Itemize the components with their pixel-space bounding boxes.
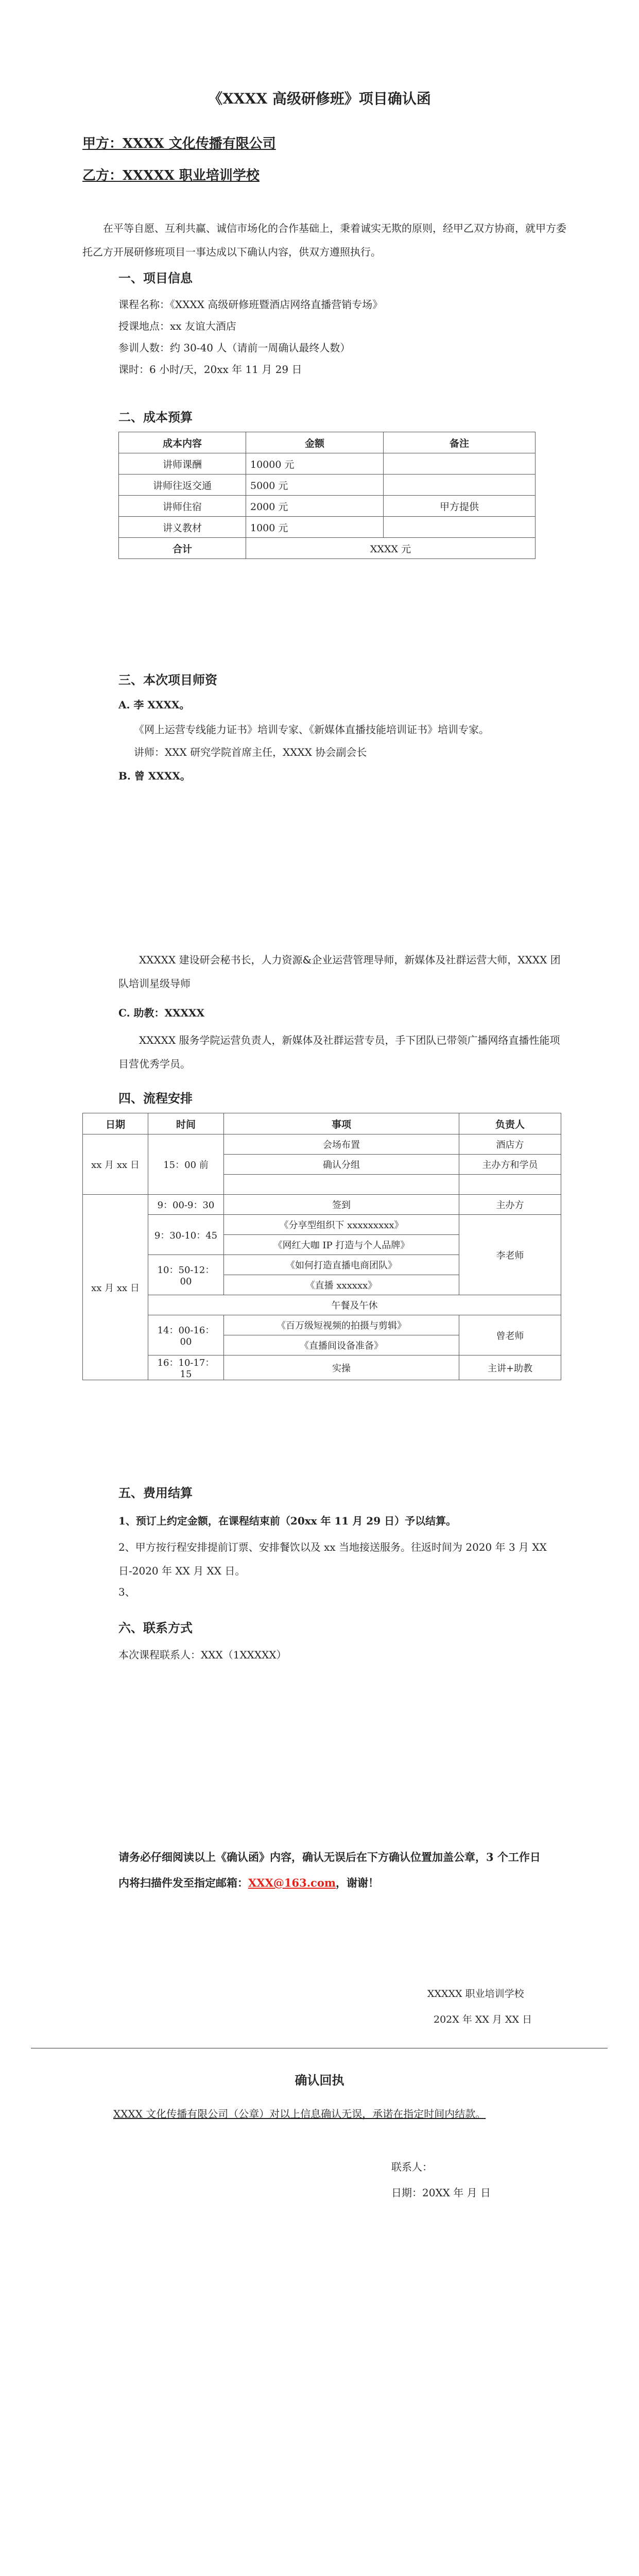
document-title: 《XXXX 高级研修班》项目确认函 <box>208 90 431 107</box>
cell: 10000 元 <box>246 453 384 474</box>
notice-paragraph <box>118 1844 551 1896</box>
receipt-contact: 联系人： <box>391 2161 433 2173</box>
event-cell: 《直播 xxxxxx》 <box>224 1275 459 1295</box>
contact-line: 本次课程联系人：XXX（1XXXXX） <box>118 1649 287 1661</box>
table-header: 事项 <box>224 1113 459 1134</box>
section2-heading: 二、成本预算 <box>118 410 193 425</box>
table-row <box>119 496 536 517</box>
cell: 讲师住宿 <box>119 496 246 517</box>
person-cell: 曾老师 <box>459 1315 561 1355</box>
s1-line: 课时：6 小时/天，20xx 年 11 月 29 日 <box>118 363 302 376</box>
time-cell: 10：50-12：00 <box>148 1255 224 1295</box>
event-cell: 《分享型组织下 xxxxxxxxx》 <box>224 1215 459 1235</box>
event-cell: 《直播间设备准备》 <box>224 1335 459 1355</box>
total-label: 合计 <box>119 538 246 559</box>
notice-email[interactable]: XXX@163.com <box>248 1876 336 1889</box>
s1-line: 授课地点：xx 友谊大酒店 <box>118 320 236 332</box>
event-cell: 《百万级短视频的拍摄与剪辑》 <box>224 1315 459 1335</box>
table-row <box>119 453 536 474</box>
time-cell: 9：30-10：45 <box>148 1215 224 1255</box>
total-value: XXXX 元 <box>246 538 536 559</box>
person-cell: 酒店方 <box>459 1134 561 1155</box>
date-cell: xx 月 xx 日 <box>83 1134 148 1195</box>
time-cell: 15：00 前 <box>148 1134 224 1195</box>
receipt-body <box>93 2102 546 2126</box>
time-cell: 14：00-16：00 <box>148 1315 224 1355</box>
assistant-desc: XXXXX 服务学院运营负责人，新媒体及社群运营专员，手下团队已带领广播网络直播性能项目营优秀学员。 <box>118 1034 560 1070</box>
table-row <box>83 1215 561 1235</box>
notice-text: 请务必仔细阅读以上《确认函》内容，确认无误后在下方确认位置加盖公章，3 个工作日内将扫描件发至指定邮箱： <box>118 1851 541 1889</box>
table-row <box>83 1315 561 1335</box>
event-cell: 《如何打造直播电商团队》 <box>224 1255 459 1275</box>
cell: 讲义教材 <box>119 517 246 538</box>
fee-line: 1、预订上约定金额，在课程结束前（20xx 年 11 月 29 日）予以结算。 <box>118 1515 457 1527</box>
person-cell: 李老师 <box>459 1215 561 1295</box>
event-cell: 签到 <box>224 1195 459 1215</box>
notice-text-end: ，谢谢！ <box>336 1876 379 1889</box>
person-cell: 主讲+助教 <box>459 1355 561 1380</box>
time-cell: 9：00-9：30 <box>148 1195 224 1215</box>
cell: 2000 元 <box>246 496 384 517</box>
table-header: 成本内容 <box>119 432 246 453</box>
party-a: 甲方：XXXX 文化传播有限公司 <box>82 136 276 151</box>
party-b: 乙方：XXXXX 职业培训学校 <box>82 168 260 183</box>
section3-heading: 三、本次项目师资 <box>118 672 217 687</box>
event-cell: 实操 <box>224 1355 459 1380</box>
table-header: 备注 <box>384 432 536 453</box>
fee-line: 2、甲方按行程安排提前订票、安排餐饮以及 xx 当地接送服务。往返时间为 2020 年 3 月 XX 日-2020 年 XX 月 XX 日。 <box>118 1541 547 1577</box>
table-row <box>83 1355 561 1380</box>
schedule-table <box>82 1113 561 1380</box>
s1-line: 参训人数：约 30-40 人（请前一周确认最终人数） <box>118 342 351 354</box>
table-header: 负责人 <box>459 1113 561 1134</box>
event-cell: 会场布置 <box>224 1134 459 1155</box>
table-row <box>83 1195 561 1215</box>
person-cell: 主办方和学员 <box>459 1155 561 1175</box>
section1-heading: 一、项目信息 <box>118 270 193 285</box>
teacher-b-name: B. 曾 XXXX。 <box>118 770 191 782</box>
cell: 甲方提供 <box>384 496 536 517</box>
teacher-a-name: A. 李 XXXX。 <box>118 699 190 711</box>
cell: 1000 元 <box>246 517 384 538</box>
cell <box>384 474 536 496</box>
teacher-a-line: 《网上运营专线能力证书》培训专家、《新媒体直播技能培训证书》培训专家。 <box>134 723 489 736</box>
section6-heading: 六、联系方式 <box>118 1620 193 1635</box>
budget-table <box>118 432 536 559</box>
date-cell: xx 月 xx 日 <box>83 1195 148 1380</box>
time-cell: 16：10-17：15 <box>148 1355 224 1380</box>
table-header: 时间 <box>148 1113 224 1134</box>
event-cell: 确认分组 <box>224 1155 459 1175</box>
person-cell: 主办方 <box>459 1195 561 1215</box>
cell: 5000 元 <box>246 474 384 496</box>
cell: 讲师课酬 <box>119 453 246 474</box>
teacher-b-desc: XXXXX 建设研会秘书长，人力资源&企业运营管理导师，新媒体及社群运营大师，XXXX 团队培训星级导师 <box>118 954 561 990</box>
s1-line: 课程名称：《XXXX 高级研修班暨酒店网络直播营销专场》 <box>118 298 383 311</box>
table-header: 日期 <box>83 1113 148 1134</box>
table-row <box>119 517 536 538</box>
table-total-row <box>119 538 536 559</box>
receipt-title: 确认回执 <box>295 2073 344 2088</box>
cell <box>384 517 536 538</box>
cell: 讲师往返交通 <box>119 474 246 496</box>
fee-line: 3、 <box>118 1586 135 1598</box>
teacher-a-line: 讲师：XXX 研究学院首席主任，XXXX 协会副会长 <box>134 746 367 758</box>
cell <box>384 453 536 474</box>
receipt-body-text: XXXX 文化传播有限公司（公章）对以上信息确认无误，承诺在指定时间内结款。 <box>113 2108 486 2120</box>
sign-org: XXXXX 职业培训学校 <box>427 1988 524 1999</box>
assistant-name: C. 助教：XXXXX <box>118 1007 205 1019</box>
table-row <box>119 474 536 496</box>
table-row <box>83 1134 561 1155</box>
intro-paragraph: 在平等自愿、互利共赢、诚信市场化的合作基础上，秉着诚实无欺的原则，经甲乙双方协商，就甲方委托乙方开展研修班项目一事达成以下确认内容，供双方遵照执行。 <box>82 222 566 258</box>
receipt-date: 日期：20XX 年 月 日 <box>391 2187 491 2199</box>
event-cell: 《网红大咖 IP 打造与个人品牌》 <box>224 1235 459 1255</box>
table-row <box>83 1295 561 1315</box>
section4-heading: 四、流程安排 <box>118 1091 193 1106</box>
section5-heading: 五、费用结算 <box>118 1485 193 1500</box>
lunch-cell: 午餐及午休 <box>148 1295 561 1315</box>
table-header: 金额 <box>246 432 384 453</box>
sign-date: 202X 年 XX 月 XX 日 <box>434 2014 532 2025</box>
